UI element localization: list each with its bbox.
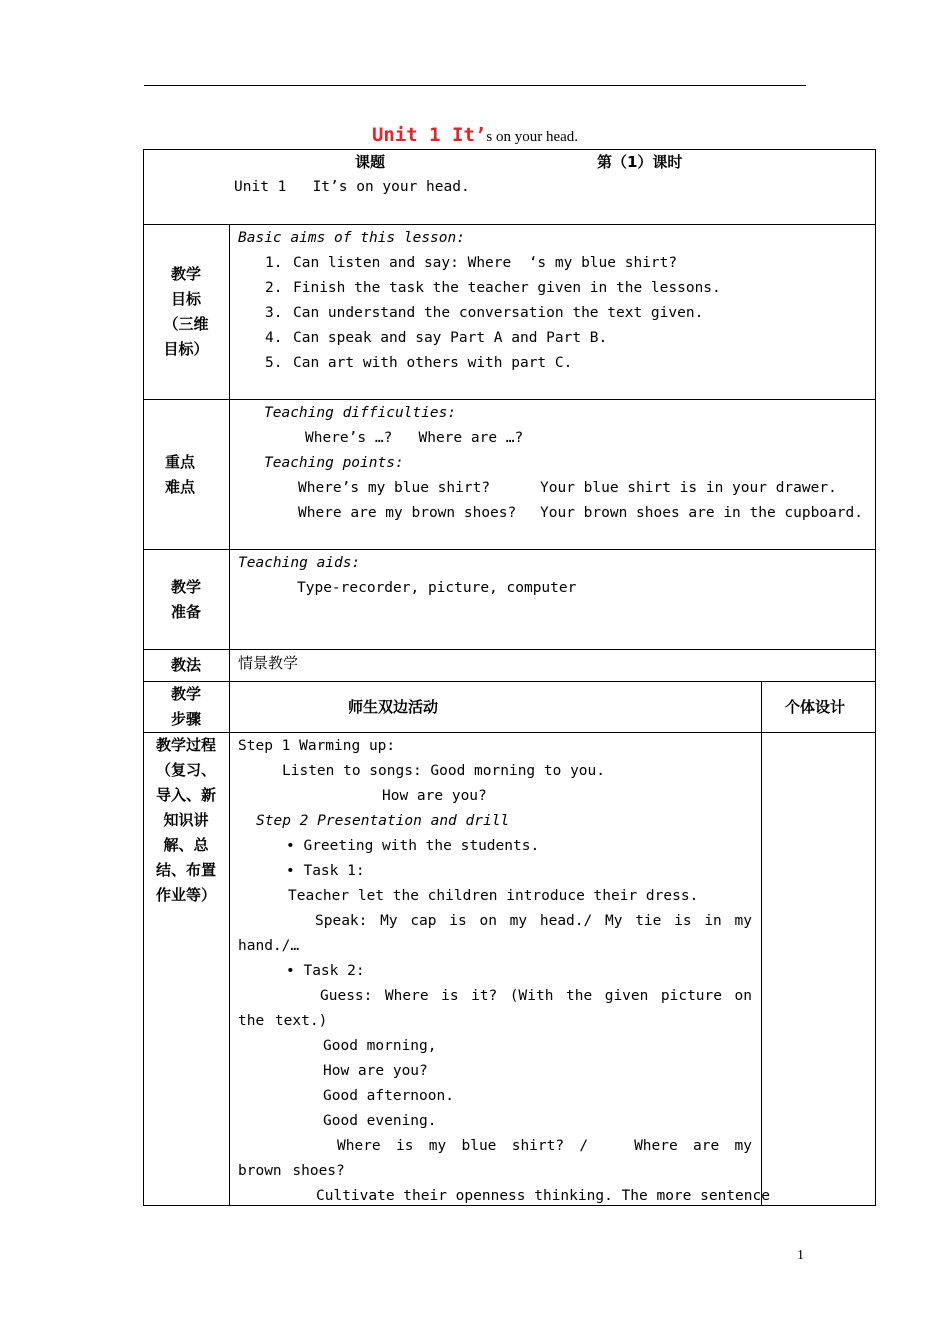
label-line: 导入、新 [155,786,216,804]
label-line: 难点 [164,478,195,496]
objectives-heading: Basic aims of this lesson: [238,230,465,246]
topic-value: Unit 1 It’s on your head. [234,179,470,195]
bullet-icon: • [286,838,304,854]
label-line: 知识讲 [163,811,209,829]
points-heading: Teaching points: [264,455,404,471]
point-answer: Your brown shoes are in the cupboard. [540,505,864,521]
greeting-line: Good morning, [323,1038,437,1054]
label-line: 解、总 [163,836,209,854]
teaching-aids-heading: Teaching aids: [238,555,361,571]
preparation-label [143,575,229,625]
bullet-item: • Task 1: [286,863,365,879]
objective-item: 5. Can art with others with part C. [265,355,573,371]
page-number: 1 [797,1248,804,1263]
document-title [0,124,950,146]
label-line: （三维 [163,315,209,333]
method-label: 教法 [170,656,201,674]
label-line: 目标 [170,290,201,308]
row-divider [143,681,876,682]
objective-item: 3. Can understand the conversation the text given. [265,305,704,321]
greeting-line: Good evening. [323,1113,437,1129]
method-value: 情景教学 [238,654,299,672]
label-line: 教学过程 [155,736,216,754]
label-line: 重点 [164,453,195,471]
steps-label [143,682,229,732]
where-paragraph: Where is my blue shirt? / Where are my brown shoes? [238,1138,763,1179]
last-line: Cultivate their openness thinking. The more sentence [316,1188,770,1204]
topic-label: 课题 [355,153,386,171]
difficulties-text: Where’s …? Where are …? [305,430,524,446]
individual-design-header: 个体设计 [785,698,846,716]
point-answer: Your blue shirt is in your drawer. [540,480,837,496]
bullet-item: • Greeting with the students. [286,838,540,854]
label-line: 准备 [170,603,201,621]
bullet-item: • Task 2: [286,963,365,979]
bullet-icon: • [286,863,304,879]
label-line: 教学 [170,578,201,596]
activities-header: 师生双边活动 [348,698,439,716]
label-line: 教学 [170,265,201,283]
greeting-line: How are you? [323,1063,428,1079]
row-divider [143,549,876,550]
row-divider [143,224,876,225]
title-rest-part: s on your head. [486,129,579,145]
songs-line-2: How are you? [382,788,487,804]
column-divider [229,224,230,1206]
period-label: 第（1）课时 [597,153,683,171]
greeting-line: Good afternoon. [323,1088,454,1104]
step1-heading: Step 1 Warming up: [238,738,396,754]
objective-item: 4. Can speak and say Part A and Part B. [265,330,608,346]
teaching-aids-text: Type-recorder, picture, computer [297,580,577,596]
point-question: Where’s my blue shirt? [298,480,491,496]
key-points-label [137,450,223,500]
label-line: （复习、 [155,761,216,779]
process-label [143,733,229,908]
label-line: 教学 [170,685,201,703]
label-line: 步骤 [170,710,201,728]
label-line: 结、布置 [155,861,216,879]
objective-item: 2. Finish the task the teacher given in the lessons. [265,280,721,296]
bullet-icon: • [286,963,304,979]
songs-line: Listen to songs: Good morning to you. [282,763,606,779]
difficulties-heading: Teaching difficulties: [264,405,457,421]
guess-paragraph: Guess: Where is it? (With the given picture on the text.) [238,988,752,1029]
row-divider [143,649,876,650]
task1-line: Teacher let the children introduce their dress. [288,888,699,904]
step2-heading: Step 2 Presentation and drill [256,813,510,829]
speak-paragraph: Speak: My cap is on my head./ My tie is in my hand./… [238,913,752,954]
row-divider [143,399,876,400]
header-rule [144,85,806,86]
label-line: 目标） [163,340,209,358]
column-divider [761,681,762,1206]
row-divider [143,732,876,733]
label-line: 作业等） [155,886,216,904]
objectives-label [143,262,229,362]
title-red-part: Unit 1 It’ [371,124,487,146]
objective-item: 1. Can listen and say: Where ‘s my blue shirt? [265,255,678,271]
point-question: Where are my brown shoes? [298,505,517,521]
